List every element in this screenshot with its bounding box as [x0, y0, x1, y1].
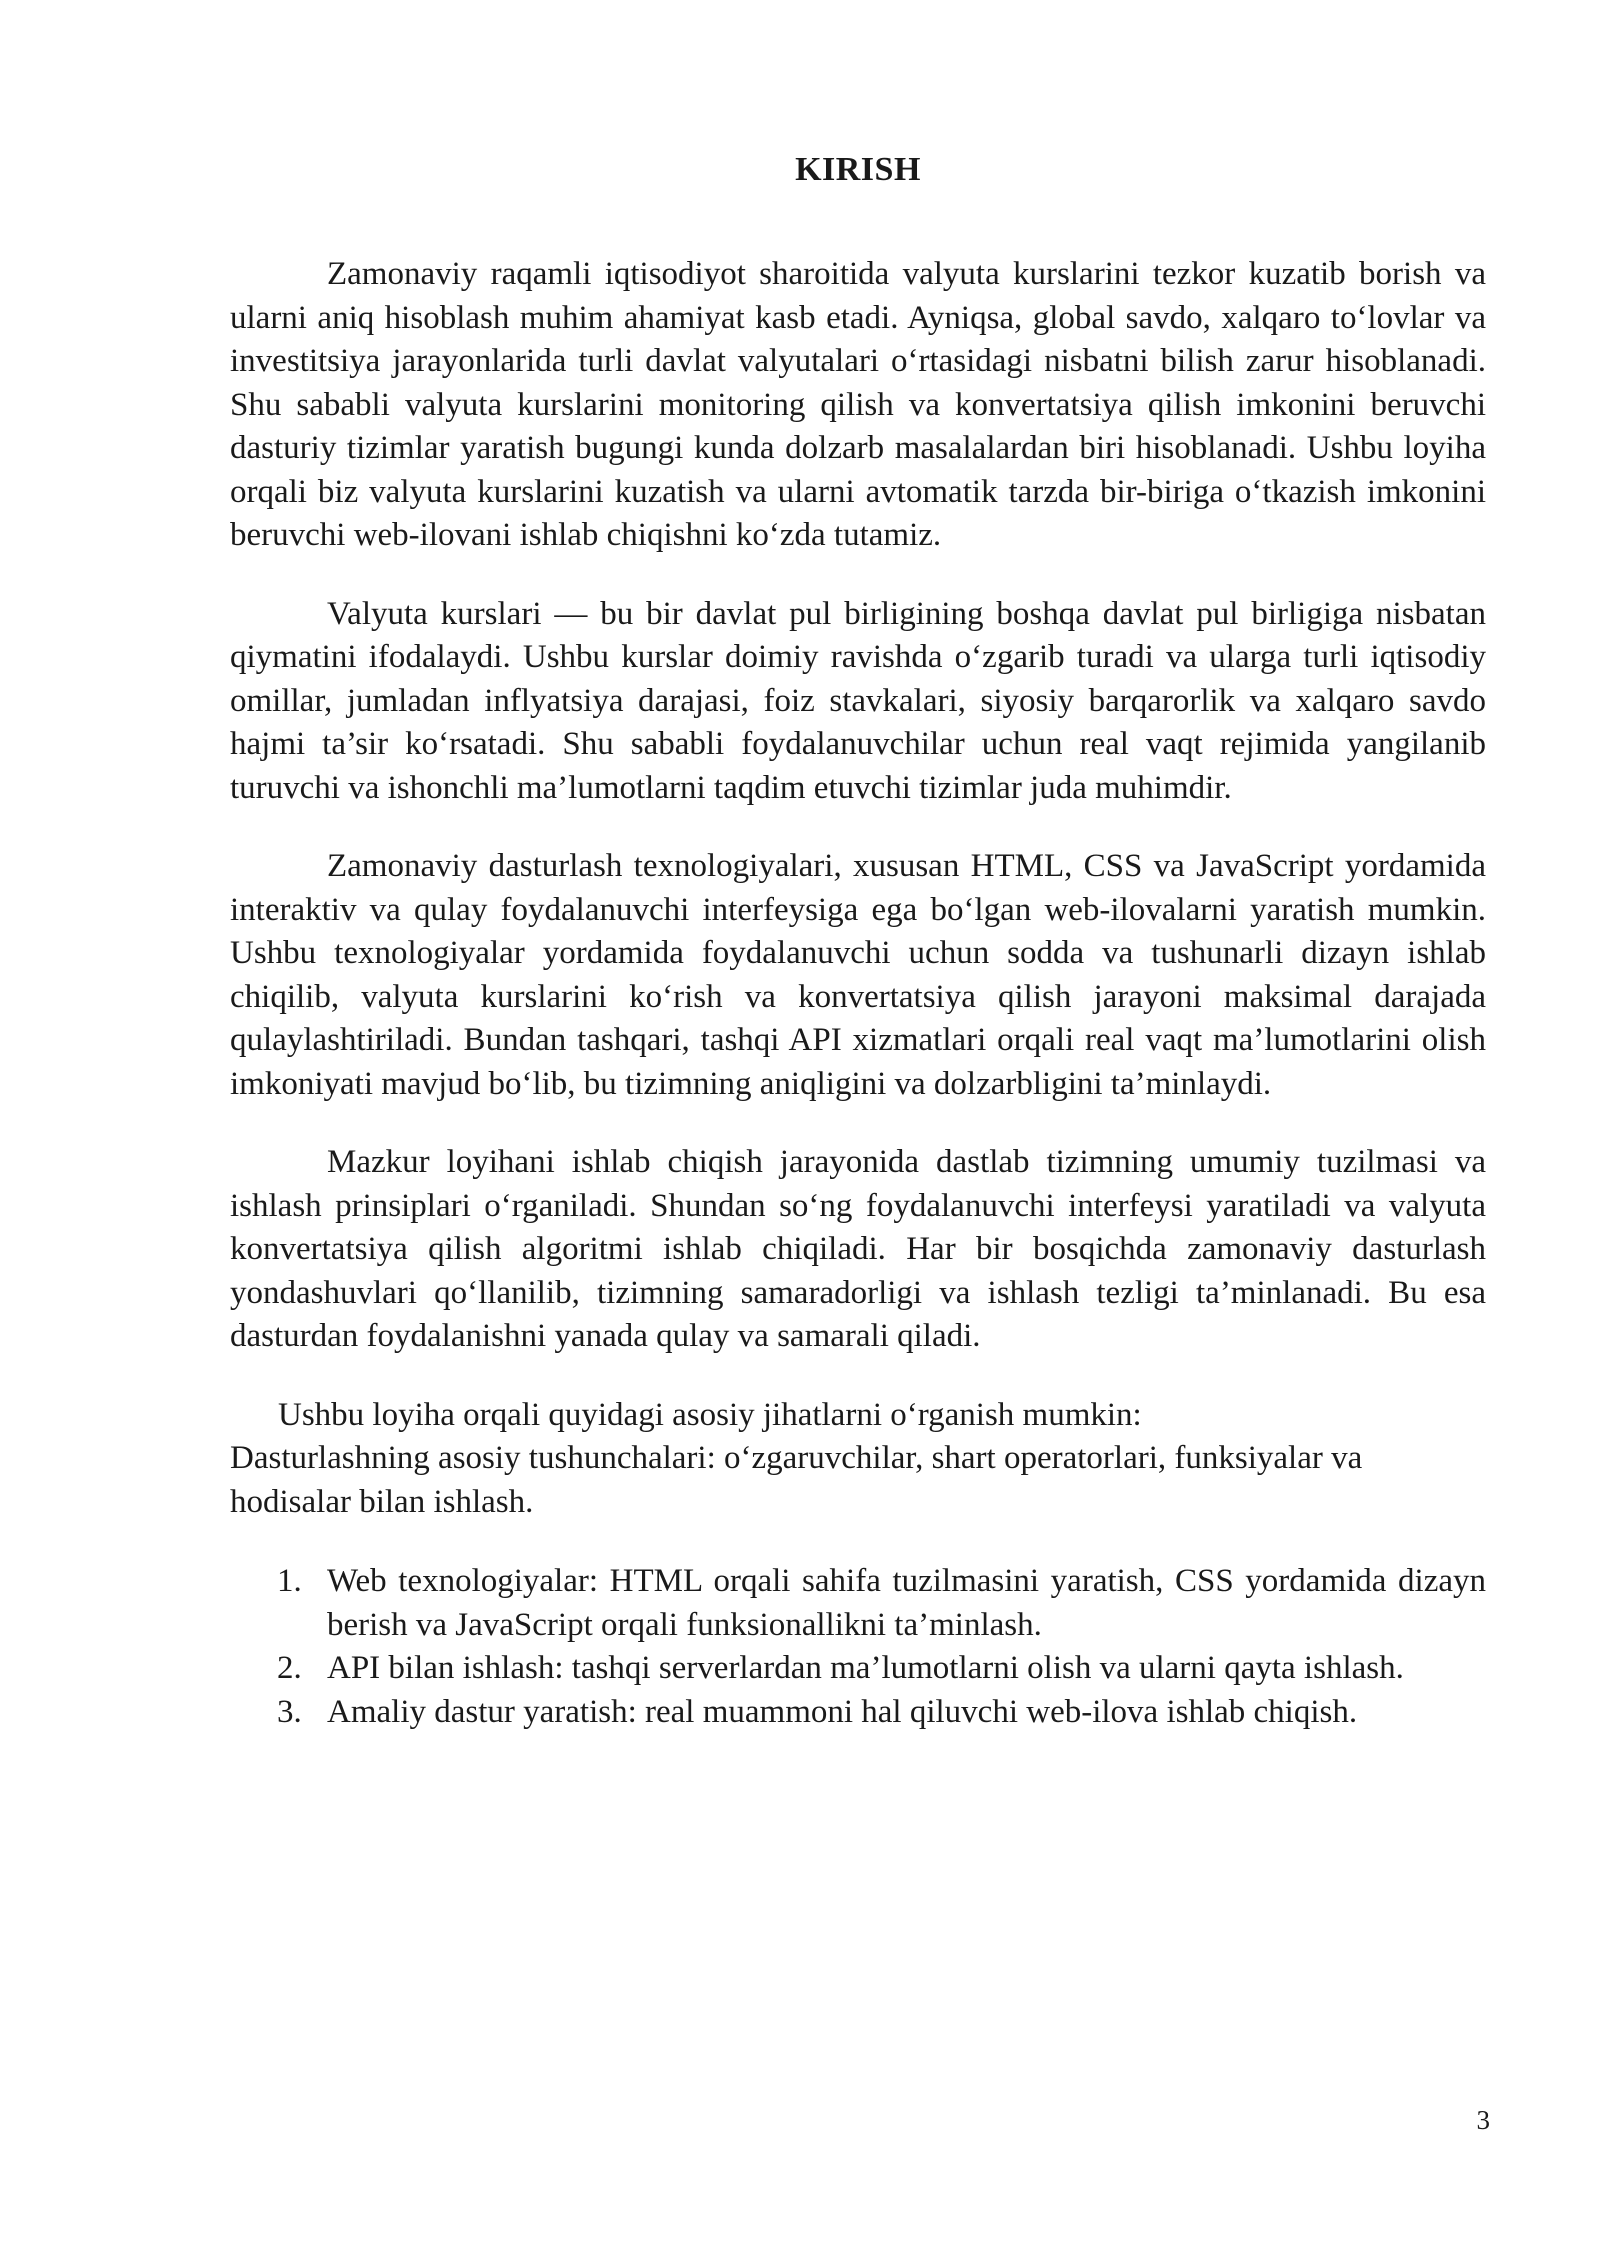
list-item-number: 1.	[277, 1563, 302, 1599]
paragraph-2: Valyuta kurslari — bu bir davlat pul birligining boshqa davlat pul birligiga nisbatan qiymatini ifodalaydi. Ushbu kurslar doimiy ravishda o‘zgarib turadi va ularga turli iqtisodiy omillar, jumladan inflyatsiya darajasi, foiz stavkalari, siyosiy barqarorlik va xalqaro savdo hajmi ta’sir ko‘rsatadi. Shu sababli foydalanuvchilar uchun real vaqt rejimida yangilanib turuvchi va ishonchli ma’lumotlarni taqdim etuvchi tizimlar juda muhimdir.	[230, 595, 1486, 806]
list-item	[230, 1647, 1486, 1691]
list-item-number: 2.	[277, 1650, 302, 1686]
page-title: KIRISH	[795, 151, 921, 188]
paragraph-4: Mazkur loyihani ishlab chiqish jarayonida dastlab tizimning umumiy tuzilmasi va ishlash prinsiplari o‘rganiladi. Shundan so‘ng foydalanuvchi interfeysi yaratiladi va valyuta konvertatsiya qilish algoritmi ishlab chiqiladi. Har bir bosqichda zamonaviy dasturlash yondashuvlari qo‘llanilib, tizimning samaradorligi va ishlash tezligi ta’minlanadi. Bu esa dasturdan foydalanishni yanada qulay va samarali qiladi.	[230, 1144, 1486, 1354]
paragraph-1: Zamonaviy raqamli iqtisodiyot sharoitida valyuta kurslarini tezkor kuzatib borish va ularni aniq hisoblash muhim ahamiyat kasb etadi. Ayniqsa, global savdo, xalqaro to‘lovlar va investitsiya jarayonlarida turli davlat valyutalari o‘rtasidagi nisbatni bilish zarur hisoblanadi. Shu sababli valyuta kurslarini monitoring qilish va konvertatsiya qilish imkonini beruvchi dasturiy tizimlar yaratish bugungi kunda dolzarb masalalardan biri hisoblanadi. Ushbu loyiha orqali biz valyuta kurslarini kuzatish va ularni avtomatik tarzda bir-biriga o‘tkazish imkonini beruvchi web-ilovani ishlab chiqishni ko‘zda tutamiz.	[230, 256, 1486, 553]
numbered-list	[230, 1560, 1486, 1734]
page-content	[230, 148, 1486, 1734]
list-item	[230, 1560, 1486, 1647]
list-item	[230, 1691, 1486, 1735]
list-item-text: Web texnologiyalar: HTML orqali sahifa tuzilmasini yaratish, CSS yordamida dizayn berish va JavaScript orqali funksionallikni ta’minlash.	[327, 1563, 1486, 1643]
page-number: 3	[1476, 2105, 1490, 2135]
paragraph-3: Zamonaviy dasturlash texnologiyalari, xususan HTML, CSS va JavaScript yordamida interaktiv va qulay foydalanuvchi interfeysiga ega bo‘lgan web-ilovalarni yaratish mumkin. Ushbu texnologiyalar yordamida foydalanuvchi uchun sodda va tushunarli dizayn ishlab chiqilib, valyuta kurslarini ko‘rish va konvertatsiya qilish jarayoni maksimal darajada qulaylashtiriladi. Bundan tashqari, tashqi API xizmatlari orqali real vaqt ma’lumotlarini olish imkoniyati mavjud bo‘lib, bu tizimning aniqligini va dolzarbligini ta’minlaydi.	[230, 848, 1486, 1102]
list-item-text: API bilan ishlash: tashqi serverlardan ma’lumotlarni olish va ularni qayta ishlash.	[327, 1650, 1404, 1686]
list-intro: Ushbu loyiha orqali quyidagi asosiy jihatlarni o‘rganish mumkin:	[278, 1396, 1142, 1433]
list-item-text: Amaliy dastur yaratish: real muammoni hal qiluvchi web-ilova ishlab chiqish.	[327, 1693, 1358, 1730]
list-item-number: 3.	[277, 1693, 302, 1730]
list-intro-continuation: Dasturlashning asosiy tushunchalari: o‘zgaruvchilar, shart operatorlari, funksiyalar va hodisalar bilan ishlash.	[230, 1440, 1363, 1520]
